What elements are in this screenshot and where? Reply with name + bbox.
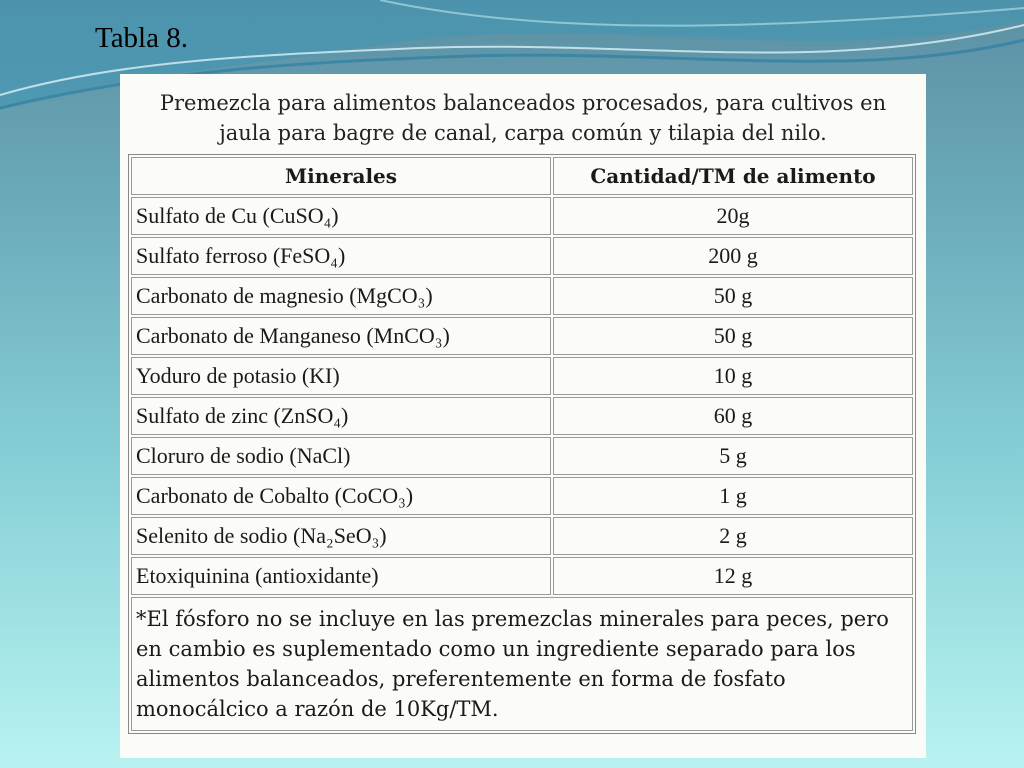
header-cantidad: Cantidad/TM de alimento: [553, 157, 913, 195]
quantity-cell: 2 g: [553, 517, 913, 555]
mineral-cell: Etoxiquinina (antioxidante): [131, 557, 551, 595]
table-row: [131, 557, 913, 595]
mineral-cell: Carbonato de Manganeso (MnCO₃): [131, 317, 551, 355]
table-row: [131, 277, 913, 315]
minerals-table: [128, 154, 916, 734]
quantity-cell: 12 g: [553, 557, 913, 595]
table-row: [131, 317, 913, 355]
table-row: [131, 437, 913, 475]
mineral-cell: Selenito de sodio (Na₂SeO₃): [131, 517, 551, 555]
mineral-cell: Sulfato de zinc (ZnSO₄): [131, 397, 551, 435]
mineral-cell: Carbonato de magnesio (MgCO₃): [131, 277, 551, 315]
table-row: [131, 477, 913, 515]
table-footnote: *El fósforo no se incluye en las premezclas minerales para peces, pero en cambio es suplementado como un ingrediente separado para los alimentos balanceados, preferentemente en forma de fosfato monocálcico a razón de 10Kg/TM.: [131, 597, 913, 731]
mineral-cell: Sulfato ferroso (FeSO₄): [131, 237, 551, 275]
quantity-cell: 10 g: [553, 357, 913, 395]
quantity-cell: 50 g: [553, 277, 913, 315]
scanned-table-document: [120, 74, 926, 758]
table-row: [131, 237, 913, 275]
table-header-row: [131, 157, 913, 195]
mineral-cell: Cloruro de sodio (NaCl): [131, 437, 551, 475]
quantity-cell: 20g: [553, 197, 913, 235]
table-row: [131, 197, 913, 235]
quantity-cell: 1 g: [553, 477, 913, 515]
mineral-cell: Carbonato de Cobalto (CoCO₃): [131, 477, 551, 515]
mineral-cell: Sulfato de Cu (CuSO₄): [131, 197, 551, 235]
mineral-cell: Yoduro de potasio (KI): [131, 357, 551, 395]
quantity-cell: 50 g: [553, 317, 913, 355]
quantity-cell: 200 g: [553, 237, 913, 275]
quantity-cell: 5 g: [553, 437, 913, 475]
table-row: [131, 357, 913, 395]
quantity-cell: 60 g: [553, 397, 913, 435]
slide-title: Tabla 8.: [95, 22, 188, 54]
header-minerales: Minerales: [131, 157, 551, 195]
table-caption: Premezcla para alimentos balanceados procesados, para cultivos en jaula para bagre de canal, carpa común y tilapia del nilo.: [159, 91, 887, 145]
table-row: [131, 397, 913, 435]
table-row: [131, 517, 913, 555]
footnote-row: [131, 597, 913, 731]
